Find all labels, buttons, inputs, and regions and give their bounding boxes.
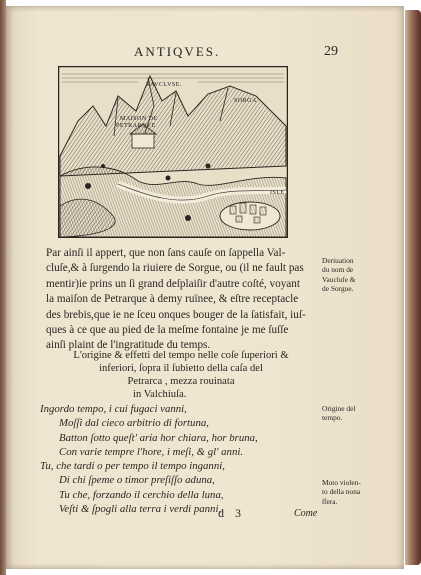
poem-line: Batton ſotto queſt' aria hor chiara, hor bruna, bbox=[59, 431, 258, 444]
paragraph-line: Par ainſi il appert, que non ſans cauſe on ſappella Val- bbox=[46, 247, 286, 259]
paragraph-line: des brebis,que ie ne ſceu onques bouger de la ſatisfait, iuſ- bbox=[46, 308, 306, 321]
printer-signature-mark: d 3 bbox=[218, 506, 245, 520]
sonnet-text bbox=[40, 402, 310, 516]
italian-poem-heading bbox=[61, 349, 301, 401]
margin-note-motion bbox=[322, 478, 384, 506]
paragraph-line: la maiſon de Petrarque à demy ruïnee, & eſtre receptacle bbox=[46, 293, 299, 306]
heading-line: L'origine & effetti del tempo nelle coſe ſuperiori & bbox=[73, 350, 289, 361]
poem-line: Di chi ſpeme o timor preſiſſo aduna, bbox=[59, 474, 215, 487]
margin-note-line: de Sorgue. bbox=[322, 284, 354, 294]
paragraph-line: ainſi plaint de l'ingratitude du temps. bbox=[46, 339, 211, 352]
catchword: Come bbox=[294, 508, 318, 519]
heading-line: inferiori, ſopra il ſubietto della caſa del bbox=[99, 363, 263, 374]
paragraph-line: mentir)ie prins un ſi grand deſplaiſir d'autre coſté, voyant bbox=[46, 277, 300, 290]
woodcut-illustration bbox=[58, 66, 288, 238]
woodcut-label-maison: MAISON DE bbox=[120, 116, 158, 122]
margin-note-line: Deriuation bbox=[322, 256, 354, 265]
poem-line: Veſti & ſpogli alla terra i verdi panni, bbox=[59, 503, 222, 516]
woodcut-label-sorga: SORGA bbox=[234, 98, 257, 104]
margin-note-line: ſfera. bbox=[322, 496, 338, 506]
margin-note-origin bbox=[322, 404, 384, 423]
book-page bbox=[6, 6, 404, 569]
margin-note-line: to della nona bbox=[322, 487, 361, 497]
margin-note-line: tempo. bbox=[322, 413, 343, 423]
poem-line: Tu, che tardi o per tempo il tempo inganni, bbox=[40, 460, 225, 473]
margin-note-line: du nom de bbox=[322, 265, 354, 275]
book-page-edges bbox=[405, 10, 421, 565]
margin-note-line: Moto violen- bbox=[322, 478, 361, 487]
poem-line: Ingordo tempo, i cui fugaci vanni, bbox=[40, 403, 187, 415]
margin-note-line: Origine del bbox=[322, 404, 356, 413]
margin-note-line: Vaucluſe & bbox=[322, 274, 356, 284]
woodcut-label-petrarque: PETRARQVE bbox=[116, 123, 156, 129]
page-header bbox=[6, 44, 404, 64]
woodcut-label-vaucluse: VAVCLVSE. bbox=[146, 82, 182, 88]
woodcut-label-isle: ISLE bbox=[270, 190, 285, 196]
paragraph-line: cluſe,& à ſurgendo la riuiere de Sorgue, ou (il ne fault pas bbox=[46, 262, 304, 275]
page-number: 29 bbox=[324, 44, 338, 59]
poem-line: Tu che, forzando il cerchio della luna, bbox=[59, 488, 224, 501]
french-paragraph bbox=[46, 246, 308, 354]
poem-line: Con varie tempre l'hore, i meſi, & gl' anni. bbox=[59, 445, 244, 458]
heading-line: in Valchiuſa. bbox=[133, 389, 187, 400]
heading-line: Petrarca , mezza rouinata bbox=[127, 376, 235, 387]
margin-note-derivation bbox=[322, 256, 384, 294]
running-head: ANTIQVES. bbox=[134, 44, 221, 59]
paragraph-line: ques à ce que au pied de la meſme fontaine je me ſuſſe bbox=[46, 324, 289, 337]
poem-line: Moſſi dal cieco arbitrio di fortuna, bbox=[59, 417, 209, 430]
